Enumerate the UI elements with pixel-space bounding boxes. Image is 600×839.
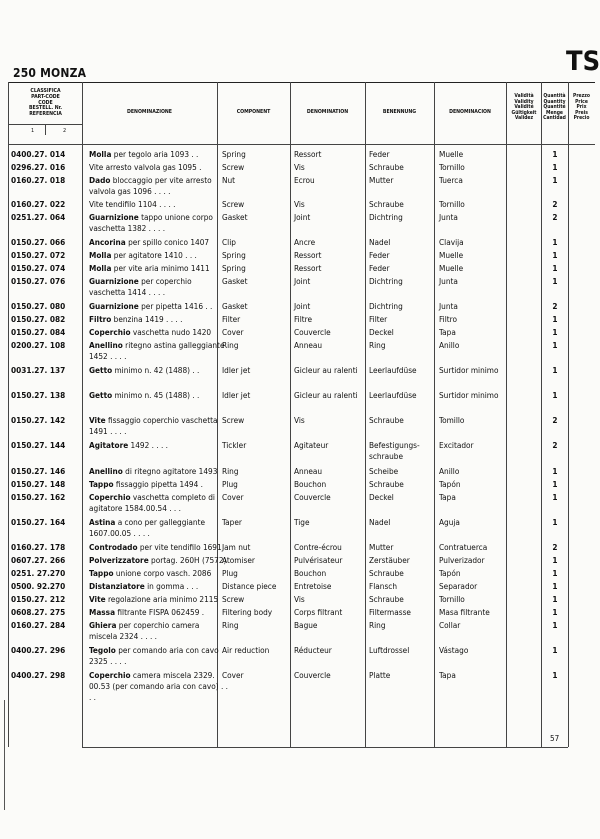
part-code: 0251. 27.270	[11, 568, 66, 578]
quantity-header: Quantità Quantity Quantité Menge Cantidad	[543, 93, 566, 122]
quantity: 1	[552, 517, 558, 527]
description-bold: Distanziatore	[89, 581, 145, 591]
denominacion-es: Tomillo	[439, 415, 465, 425]
denomination-fr: Gicleur au ralenti	[294, 365, 358, 375]
component-en: Screw	[222, 199, 245, 209]
description-rest: regolazione aria minimo 2115	[105, 594, 219, 604]
denominacion-es: Muelle	[439, 250, 464, 260]
denominacion-es: Surtidor minimo	[439, 365, 499, 375]
denominacion-es: Muelle	[439, 263, 464, 273]
component-en: Spring	[222, 250, 246, 260]
part-code: 0296.27. 016	[11, 162, 66, 172]
description-it	[89, 466, 229, 477]
component-en: Taper	[222, 517, 242, 527]
description-rest: per pipetta 1416 . .	[138, 301, 213, 311]
description-it	[89, 390, 229, 401]
description-bold: Guarnizione	[89, 276, 139, 286]
component-en: Screw	[222, 162, 245, 172]
denomination-fr: Corps filtrant	[294, 607, 343, 617]
description-it	[89, 175, 229, 197]
description-rest: per vite tendifilo 1691	[137, 542, 222, 552]
benennung-de: Mutter	[369, 175, 394, 185]
part-code: 0160.27. 022	[11, 199, 66, 209]
component-en: Jam nut	[222, 542, 251, 552]
part-code: 0150.27. 074	[11, 263, 66, 273]
benennung-de: Schraube	[369, 415, 404, 425]
description-bold: Controdado	[89, 542, 138, 552]
description-bold: Molla	[89, 250, 112, 260]
description-rest: per tegolo aria 1093 . .	[111, 149, 199, 159]
model-title: 250 MONZA	[13, 66, 87, 80]
quantity: 1	[552, 568, 558, 578]
description-rest: bloccaggio per vite arresto valvola gas 1096 . . . .	[89, 175, 212, 196]
part-code: 0150.27. 080	[11, 301, 66, 311]
quantity: 1	[552, 365, 558, 375]
description-bold: Astina	[89, 517, 116, 527]
denomination-fr: Gicleur au ralenti	[294, 390, 358, 400]
quantity: 1	[552, 276, 558, 286]
denominacion-es: Pulverizador	[439, 555, 485, 565]
denominacion-es: Anillo	[439, 340, 460, 350]
description-it	[89, 327, 229, 338]
col-divider	[568, 82, 569, 747]
part-code: 0160.27. 284	[11, 620, 66, 630]
quantity: 1	[552, 237, 558, 247]
denominacion-es: Excitador	[439, 440, 474, 450]
benennung-de: Filter	[369, 314, 388, 324]
class-col-2: 2	[63, 128, 67, 134]
benennung-de: Schraube	[369, 568, 404, 578]
quantity: 1	[552, 581, 558, 591]
denominacion-es: Tapa	[439, 327, 456, 337]
part-code: 0400.27. 298	[11, 670, 66, 680]
description-it	[89, 250, 229, 261]
denomination-fr: Joint	[294, 212, 311, 222]
denomination-fr: Couvercle	[294, 492, 331, 502]
part-code: 0150.27. 142	[11, 415, 66, 425]
quantity: 1	[552, 555, 558, 565]
component-en: Tickler	[222, 440, 247, 450]
quantity: 1	[552, 175, 558, 185]
description-rest: vaschetta nudo 1420	[130, 327, 212, 337]
description-bold: Coperchio	[89, 327, 131, 337]
description-it	[89, 276, 229, 298]
part-code: 0251.27. 064	[11, 212, 66, 222]
description-rest: per spillo conico 1407	[125, 237, 210, 247]
denominacion-es: Separador	[439, 581, 478, 591]
quantity: 1	[552, 594, 558, 604]
denomination-fr: Bague	[294, 620, 318, 630]
description-rest: vaschetta completo di agitatore 1584.00.54 . . .	[89, 492, 215, 513]
benennung-de: Schraube	[369, 162, 404, 172]
denomination-fr: Ressort	[294, 149, 322, 159]
description-bold: Tegolo	[89, 645, 116, 655]
description-bold: Dado	[89, 175, 111, 185]
description-bold: Tappo	[89, 568, 114, 578]
description-bold: Molla	[89, 149, 112, 159]
page-number: 57	[550, 734, 560, 743]
description-rest: di ritegno agitatore 1493	[122, 466, 218, 476]
part-code: 0150.27. 212	[11, 594, 66, 604]
benennung-de: Zerstäuber	[369, 555, 410, 565]
denominacion-es: Contratuerca	[439, 542, 488, 552]
quantity: 1	[552, 620, 558, 630]
component-header: COMPONENT	[236, 109, 271, 115]
description-bold: Ancorina	[89, 237, 126, 247]
part-code: 0400.27. 296	[11, 645, 66, 655]
denominacion-es: Tuerca	[439, 175, 463, 185]
denominacion-es: Collar	[439, 620, 461, 630]
denominacion-es: Clavija	[439, 237, 464, 247]
description-it	[89, 263, 229, 274]
quantity: 1	[552, 607, 558, 617]
description-bold: Guarnizione	[89, 212, 139, 222]
denominacion-es: Junta	[439, 276, 458, 286]
part-code: 0150.27. 082	[11, 314, 66, 324]
denominacion-header: DENOMINACION	[449, 109, 491, 115]
benennung-de: Befestigungs- schraube	[369, 440, 420, 461]
description-it	[89, 440, 229, 451]
quantity: 1	[552, 492, 558, 502]
denominacion-es: Surtidor minimo	[439, 390, 499, 400]
denominacion-es: Tornillo	[439, 199, 465, 209]
description-it	[89, 479, 229, 490]
description-bold: Getto	[89, 390, 113, 400]
col-divider	[506, 82, 507, 747]
quantity: 1	[552, 250, 558, 260]
benennung-de: Platte	[369, 670, 391, 680]
validity-header: Validità Validity Validité Gültigkeit Validez	[511, 93, 537, 122]
component-en: Plug	[222, 479, 238, 489]
description-bold: Vite	[89, 415, 106, 425]
description-rest: Vite tendifilo 1104 . . . .	[89, 199, 176, 209]
description-it	[89, 301, 229, 312]
denomination-fr: Entretoise	[294, 581, 332, 591]
description-rest: fissaggio pipetta 1494 .	[113, 479, 203, 489]
denomination-fr: Vis	[294, 594, 305, 604]
denomination-fr: Vis	[294, 199, 305, 209]
denominacion-es: Tapón	[439, 568, 461, 578]
description-bold: Guarnizione	[89, 301, 139, 311]
description-it	[89, 607, 229, 618]
description-bold: Massa	[89, 607, 116, 617]
quantity: 1	[552, 314, 558, 324]
description-rest: per agitatore 1410 . . .	[111, 250, 197, 260]
description-rest: benzina 1419 . . . .	[111, 314, 183, 324]
quantity: 2	[552, 440, 558, 450]
description-bold: Polverizzatore	[89, 555, 149, 565]
benennung-de: Scheibe	[369, 466, 399, 476]
description-it	[89, 415, 229, 437]
part-code: 0150.27. 146	[11, 466, 66, 476]
description-rest: a cono per galleggiante 1607.00.05 . . . .	[89, 517, 206, 538]
denomination-fr: Ressort	[294, 263, 322, 273]
part-code: 0608.27. 275	[11, 607, 66, 617]
benennung-de: Filtermasse	[369, 607, 411, 617]
benennung-de: Schraube	[369, 594, 404, 604]
description-rest: minimo n. 45 (1488) . .	[112, 390, 200, 400]
part-code: 0150.27. 144	[11, 440, 66, 450]
description-rest: minimo n. 42 (1488) . .	[112, 365, 200, 375]
description-it	[89, 555, 229, 566]
quantity: 2	[552, 199, 558, 209]
quantity: 1	[552, 340, 558, 350]
benennung-de: Leerlaufdüse	[369, 390, 417, 400]
header-bottom-rule	[8, 144, 595, 145]
col-divider	[434, 82, 435, 747]
description-it	[89, 199, 229, 210]
component-en: Filtering body	[222, 607, 273, 617]
description-bold: Anellino	[89, 340, 123, 350]
component-en: Idler jet	[222, 390, 251, 400]
component-en: Gasket	[222, 212, 248, 222]
description-bold: Molla	[89, 263, 112, 273]
table-border-left	[8, 82, 9, 747]
component-en: Air reduction	[222, 645, 270, 655]
quantity: 2	[552, 542, 558, 552]
col-divider	[365, 82, 366, 747]
classification-header: CLASSIFICA PART-CODE CODE BESTELL. Nr. REFERENCIA	[28, 88, 63, 118]
benennung-de: Nadel	[369, 517, 391, 527]
component-en: Clip	[222, 237, 236, 247]
denomination-fr: Ecrou	[294, 175, 315, 185]
benennung-de: Schraube	[369, 479, 404, 489]
description-rest: in gomma . . .	[144, 581, 199, 591]
component-en: Spring	[222, 149, 246, 159]
description-bold: Ghiera	[89, 620, 117, 630]
part-code: 0160.27. 018	[11, 175, 66, 185]
component-en: Ring	[222, 340, 239, 350]
quantity: 1	[552, 466, 558, 476]
description-it	[89, 670, 229, 703]
denominacion-es: Tapa	[439, 670, 456, 680]
benennung-de: Leerlaufdüse	[369, 365, 417, 375]
quantity: 1	[552, 263, 558, 273]
description-rest: per comando aria con cavo 2325 . . . .	[89, 645, 219, 666]
description-it	[89, 237, 229, 248]
description-rest: per coperchio vaschetta 1414 . . . .	[89, 276, 192, 297]
denomination-fr: Joint	[294, 301, 311, 311]
class-col-1: 1	[31, 128, 35, 134]
description-rest: per coperchio camera miscela 2324 . . . .	[89, 620, 200, 641]
class-subdivider	[45, 125, 46, 135]
denomination-fr: Pulvérisateur	[294, 555, 343, 565]
col-divider	[82, 82, 83, 747]
benennung-de: Deckel	[369, 492, 394, 502]
description-rest: filtrante FISPA 062459 .	[115, 607, 205, 617]
part-code: 0150.27. 164	[11, 517, 66, 527]
description-bold: Vite	[89, 594, 106, 604]
component-en: Plug	[222, 568, 238, 578]
benennung-de: Deckel	[369, 327, 394, 337]
denomination-fr: Vis	[294, 162, 305, 172]
description-rest: ritegno astina galleggiante 1452 . . . .	[89, 340, 225, 361]
description-it	[89, 365, 229, 376]
part-code: 0150.27. 072	[11, 250, 66, 260]
denominacion-es: Junta	[439, 301, 458, 311]
benennung-de: Dichtring	[369, 276, 403, 286]
component-en: Cover	[222, 670, 244, 680]
description-bold: Tappo	[89, 479, 114, 489]
denominacion-es: Tornillo	[439, 162, 465, 172]
table-bottom-rule	[82, 747, 568, 748]
description-bold: Coperchio	[89, 492, 131, 502]
description-it	[89, 517, 229, 539]
description-it	[89, 340, 229, 362]
component-en: Ring	[222, 466, 239, 476]
description-rest: Vite arresto valvola gas 1095 .	[89, 162, 202, 172]
quantity: 1	[552, 390, 558, 400]
quantity: 2	[552, 415, 558, 425]
part-code: 0500. 92.270	[11, 581, 66, 591]
price-header: Prezzo Price Prix Preis Precio	[573, 93, 590, 122]
description-it	[89, 149, 229, 160]
component-en: Idler jet	[222, 365, 251, 375]
denominacion-es: Muelle	[439, 149, 464, 159]
benennung-de: Feder	[369, 250, 390, 260]
description-it	[89, 620, 229, 642]
col-divider	[290, 82, 291, 747]
description-rest: fissaggio coperchio vaschetta 1491 . . . .	[89, 415, 218, 436]
benennung-de: Ring	[369, 620, 386, 630]
benennung-de: Mutter	[369, 542, 394, 552]
quantity: 1	[552, 149, 558, 159]
denomination-fr: Couvercle	[294, 327, 331, 337]
denomination-fr: Bouchon	[294, 568, 327, 578]
description-it	[89, 568, 229, 579]
denomination-fr: Anneau	[294, 340, 323, 350]
component-en: Filter	[222, 314, 241, 324]
description-bold: Anellino	[89, 466, 123, 476]
part-code: 0150.27. 066	[11, 237, 66, 247]
denominacion-es: Tornillo	[439, 594, 465, 604]
description-it	[89, 542, 229, 553]
denominacion-es: Junta	[439, 212, 458, 222]
quantity: 2	[552, 301, 558, 311]
component-en: Screw	[222, 594, 245, 604]
part-code: 0160.27. 178	[11, 542, 66, 552]
denominazione-header: DENOMINAZIONE	[126, 109, 173, 115]
description-it	[89, 645, 229, 667]
benennung-de: Dichtring	[369, 212, 403, 222]
description-rest: camera miscela 2329. 00.53 (per comando aria con cavo) . . . .	[89, 670, 228, 702]
benennung-de: Feder	[369, 263, 390, 273]
part-code: 0400.27. 014	[11, 149, 66, 159]
denominacion-es: Anillo	[439, 466, 460, 476]
description-it	[89, 314, 229, 325]
component-en: Screw	[222, 415, 245, 425]
part-code: 0200.27. 108	[11, 340, 66, 350]
part-code: 0150.27. 138	[11, 390, 66, 400]
description-it	[89, 581, 229, 592]
denomination-fr: Réducteur	[294, 645, 332, 655]
description-bold: Coperchio	[89, 670, 131, 680]
component-en: Gasket	[222, 301, 248, 311]
description-bold: Getto	[89, 365, 113, 375]
component-en: Ring	[222, 620, 239, 630]
description-bold: Filtro	[89, 314, 112, 324]
denomination-fr: Ancre	[294, 237, 316, 247]
component-en: Cover	[222, 327, 244, 337]
denomination-fr: Couvercle	[294, 670, 331, 680]
quantity: 2	[552, 212, 558, 222]
description-rest: portag. 260H (7572)	[148, 555, 227, 565]
denominacion-es: Tapa	[439, 492, 456, 502]
description-it	[89, 162, 229, 173]
scan-edge-mark	[4, 700, 5, 810]
section-code: TS	[566, 46, 600, 77]
component-en: Distance piece	[222, 581, 277, 591]
quantity: 1	[552, 162, 558, 172]
part-code: 0607.27. 266	[11, 555, 66, 565]
denominacion-es: Vástago	[439, 645, 469, 655]
description-it	[89, 212, 229, 234]
denominacion-es: Aguja	[439, 517, 460, 527]
component-en: Atomiser	[222, 555, 255, 565]
component-en: Nut	[222, 175, 236, 185]
part-code: 0031.27. 137	[11, 365, 66, 375]
part-code: 0150.27. 162	[11, 492, 66, 502]
quantity: 1	[552, 479, 558, 489]
component-en: Spring	[222, 263, 246, 273]
component-en: Cover	[222, 492, 244, 502]
denomination-fr: Bouchon	[294, 479, 327, 489]
benennung-de: Schraube	[369, 199, 404, 209]
description-it	[89, 594, 229, 605]
denomination-fr: Joint	[294, 276, 311, 286]
denomination-fr: Ressort	[294, 250, 322, 260]
quantity: 1	[552, 645, 558, 655]
description-rest: 1492 . . . .	[128, 440, 168, 450]
denomination-fr: Vis	[294, 415, 305, 425]
description-rest: unione corpo vasch. 2086	[113, 568, 212, 578]
denomination-header: DENOMINATION	[306, 109, 349, 115]
denomination-fr: Agitateur	[294, 440, 329, 450]
denominacion-es: Filtro	[439, 314, 457, 324]
denominacion-es: Masa filtrante	[439, 607, 490, 617]
benennung-de: Luftdrossel	[369, 645, 410, 655]
description-it	[89, 492, 229, 514]
quantity: 1	[552, 670, 558, 680]
benennung-de: Dichtring	[369, 301, 403, 311]
denomination-fr: Tige	[294, 517, 310, 527]
part-code: 0150.27. 148	[11, 479, 66, 489]
description-bold: Agitatore	[89, 440, 129, 450]
benennung-header: BENENNUNG	[382, 109, 417, 115]
denomination-fr: Filtre	[294, 314, 313, 324]
description-rest: tappo unione corpo vaschetta 1382 . . . .	[89, 212, 213, 233]
col-divider	[541, 82, 542, 747]
benennung-de: Flansch	[369, 581, 398, 591]
benennung-de: Ring	[369, 340, 386, 350]
benennung-de: Feder	[369, 149, 390, 159]
denomination-fr: Contre-écrou	[294, 542, 342, 552]
benennung-de: Nadel	[369, 237, 391, 247]
part-code: 0150.27. 076	[11, 276, 66, 286]
quantity: 1	[552, 327, 558, 337]
part-code: 0150.27. 084	[11, 327, 66, 337]
denominacion-es: Tapón	[439, 479, 461, 489]
denomination-fr: Anneau	[294, 466, 323, 476]
component-en: Gasket	[222, 276, 248, 286]
description-rest: per vite aria minimo 1411	[111, 263, 210, 273]
